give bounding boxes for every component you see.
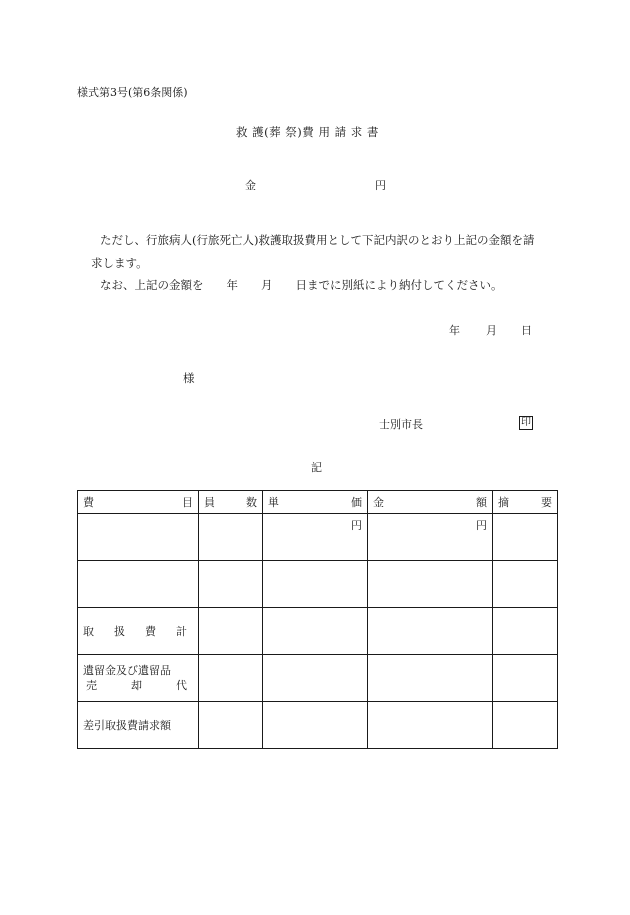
item-cell[interactable]	[78, 514, 199, 561]
body-text-line-3: なお、上記の金額を 年 月 日までに別紙により納付してください。	[100, 278, 503, 292]
header-count: 員 数	[199, 491, 263, 514]
body-text-line-2: 求します。	[91, 256, 148, 270]
unit-price-yen: 円	[351, 519, 362, 532]
seal-mark: 印	[521, 417, 531, 428]
amount-prefix: 金	[245, 179, 256, 192]
date-year-label: 年	[449, 324, 460, 337]
issuer-title: 士別市長	[379, 418, 423, 431]
table-row-balance	[78, 702, 558, 749]
header-amount: 金 額	[368, 491, 493, 514]
table-row	[78, 561, 558, 608]
balance-label: 差引取扱費請求額	[78, 702, 199, 749]
unit-price-cell[interactable]	[263, 608, 368, 655]
expense-table	[77, 490, 558, 749]
table-header-row	[78, 491, 558, 514]
amount-cell[interactable]	[368, 702, 493, 749]
addressee-suffix: 様	[183, 371, 195, 385]
unit-price-cell[interactable]	[263, 514, 368, 561]
document-title: 救 護(葬 祭)費 用 請 求 書	[236, 125, 379, 139]
amount-cell[interactable]	[368, 561, 493, 608]
table-row-handling-total	[78, 608, 558, 655]
item-cell[interactable]	[78, 561, 199, 608]
count-cell[interactable]	[199, 514, 263, 561]
count-cell[interactable]	[199, 702, 263, 749]
handling-total-label: 取 扱 費 計	[78, 608, 199, 655]
amount-cell[interactable]	[368, 655, 493, 702]
count-cell[interactable]	[199, 655, 263, 702]
ki-heading: 記	[311, 461, 322, 474]
unit-price-cell[interactable]	[263, 702, 368, 749]
unit-price-cell[interactable]	[263, 655, 368, 702]
remarks-cell[interactable]	[493, 702, 558, 749]
amount-cell[interactable]	[368, 608, 493, 655]
table-row-retained-items	[78, 655, 558, 702]
retained-items-label: 遺留金及び遺留品 売 却 代	[78, 655, 199, 702]
header-unit-price: 単 価	[263, 491, 368, 514]
remarks-cell[interactable]	[493, 514, 558, 561]
form-number: 様式第3号(第6条関係)	[77, 86, 188, 99]
amount-suffix: 円	[375, 179, 386, 192]
date-month-label: 月	[486, 324, 497, 337]
count-cell[interactable]	[199, 561, 263, 608]
remarks-cell[interactable]	[493, 608, 558, 655]
date-day-label: 日	[521, 324, 532, 337]
header-item: 費 目	[78, 491, 199, 514]
table-row	[78, 514, 558, 561]
body-text-line-1: ただし、行旅病人(行旅死亡人)救護取扱費用として下記内訳のとおり上記の金額を請	[100, 233, 535, 247]
unit-price-cell[interactable]	[263, 561, 368, 608]
remarks-cell[interactable]	[493, 655, 558, 702]
header-remarks: 摘 要	[493, 491, 558, 514]
amount-cell[interactable]	[368, 514, 493, 561]
remarks-cell[interactable]	[493, 561, 558, 608]
amount-yen: 円	[476, 519, 487, 532]
count-cell[interactable]	[199, 608, 263, 655]
